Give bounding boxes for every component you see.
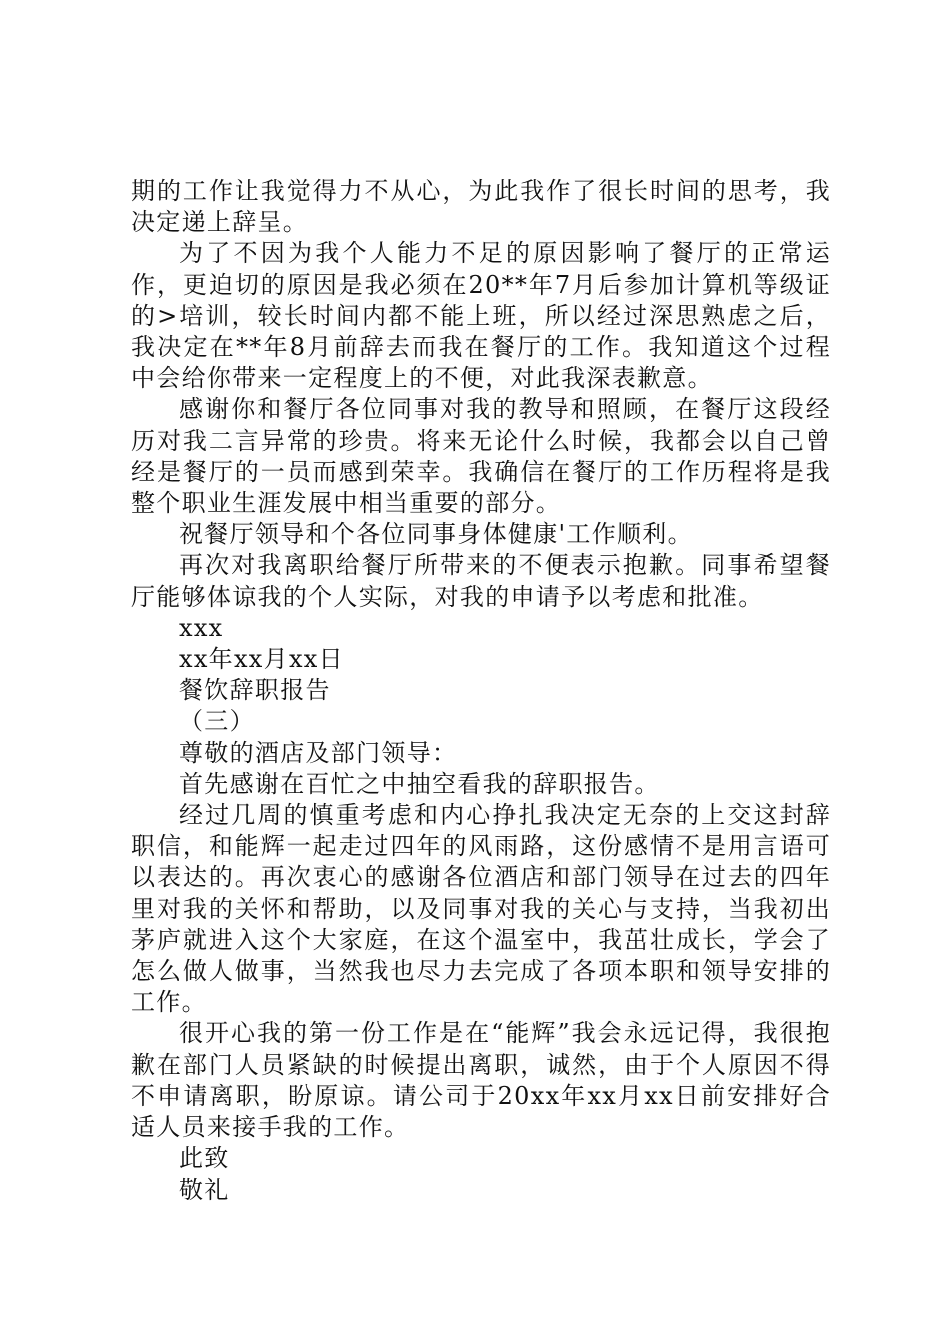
section-number: （三） [179,707,255,736]
paragraph-decision: 经过几周的慎重考虑和内心挣扎我决定无奈的上交这封辞职信，和能辉一起走过四年的风雨路，这份感情不是用言语可以表达的。再次衷心的感谢各位酒店和部门领导在过去的四年里对我的关怀和帮助，以及同事对我的关心与支持，当我初出茅庐就进入这个大家庭，在这个温室中，我茁壮成长，学会了怎么做人做事，当然我也尽力去完成了各项本职和领导安排的工作。 [131,801,831,1017]
closing-line-2: 敬礼 [179,1175,230,1204]
closing-line-1: 此致 [179,1144,230,1173]
paragraph-wishes: 祝餐厅领导和个各位同事身体健康'工作顺利。 [179,520,693,549]
paragraph-reason: 为了不因为我个人能力不足的原因影响了餐厅的正常运作，更迫切的原因是我必须在20**年7月后参加计算机等级证的>培训，较长时间内都不能上班，所以经过深思熟虑之后，我决定在**年8月前辞去而我在餐厅的工作。我知道这个过程中会给你带来一定程度上的不便，对此我深表歉意。 [131,239,831,393]
salutation: 尊敬的酒店及部门领导： [179,738,458,767]
document-body [131,176,831,1206]
paragraph-first-job: 很开心我的第一份工作是在“能辉”我会永远记得，我很抱歉在部门人员紧缺的时候提出离职，诚然，由于个人原因不得不申请离职，盼原谅。请公司于20xx年xx月xx日前安排好合适人员来接手我的工作。 [131,1019,831,1142]
paragraph-thanks: 感谢你和餐厅各位同事对我的教导和照顾，在餐厅这段经历对我二言异常的珍贵。将来无论什么时候，我都会以自己曾经是餐厅的一员而感到荣幸。我确信在餐厅的工作历程将是我整个职业生涯发展中相当重要的部分。 [131,395,831,518]
date-line: xx年xx月xx日 [179,645,344,674]
signature: xxx [179,613,224,642]
paragraph-apology: 再次对我离职给餐厅所带来的不便表示抱歉。同事希望餐厅能够体谅我的个人实际，对我的申请予以考虑和批准。 [131,551,831,611]
paragraph-opening: 首先感谢在百忙之中抽空看我的辞职报告。 [179,769,660,798]
paragraph-continued: 期的工作让我觉得力不从心，为此我作了很长时间的思考，我决定递上辞呈。 [131,177,831,237]
section-title: 餐饮辞职报告 [179,676,331,705]
